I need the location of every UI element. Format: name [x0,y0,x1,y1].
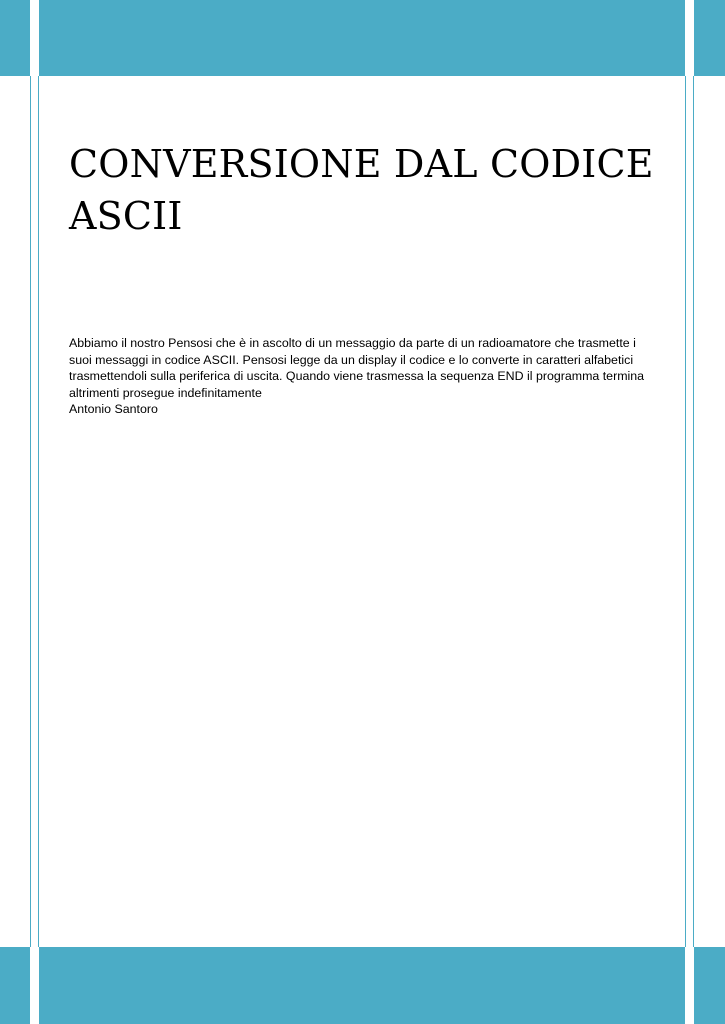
header-band [39,0,685,76]
footer-band [39,947,685,1024]
document-body [69,335,659,418]
page-border-right-inner [685,76,686,947]
page-border-left-outer [30,76,31,947]
footer-band-left [0,947,30,1024]
page-border-left-inner [38,76,39,947]
header-band-left [0,0,30,76]
page-border-right-outer [693,76,694,947]
document-title: CONVERSIONE DAL CODICE ASCII [69,142,654,238]
header-band-right [694,0,725,76]
body-paragraph: Abbiamo il nostro Pensosi che è in ascolto di un messaggio da parte di un radioamatore che trasmette i suoi messaggi in codice ASCII. Pensosi legge da un display il codice e lo converte in caratteri alfabetici trasmettendoli sulla periferica di uscita. Quando viene trasmessa la sequenza END il programma termina altrimenti prosegue indefinitamente [69,336,645,400]
footer-band-right [694,947,725,1024]
author-name: Antonio Santoro [69,402,158,416]
page-content [69,138,659,418]
